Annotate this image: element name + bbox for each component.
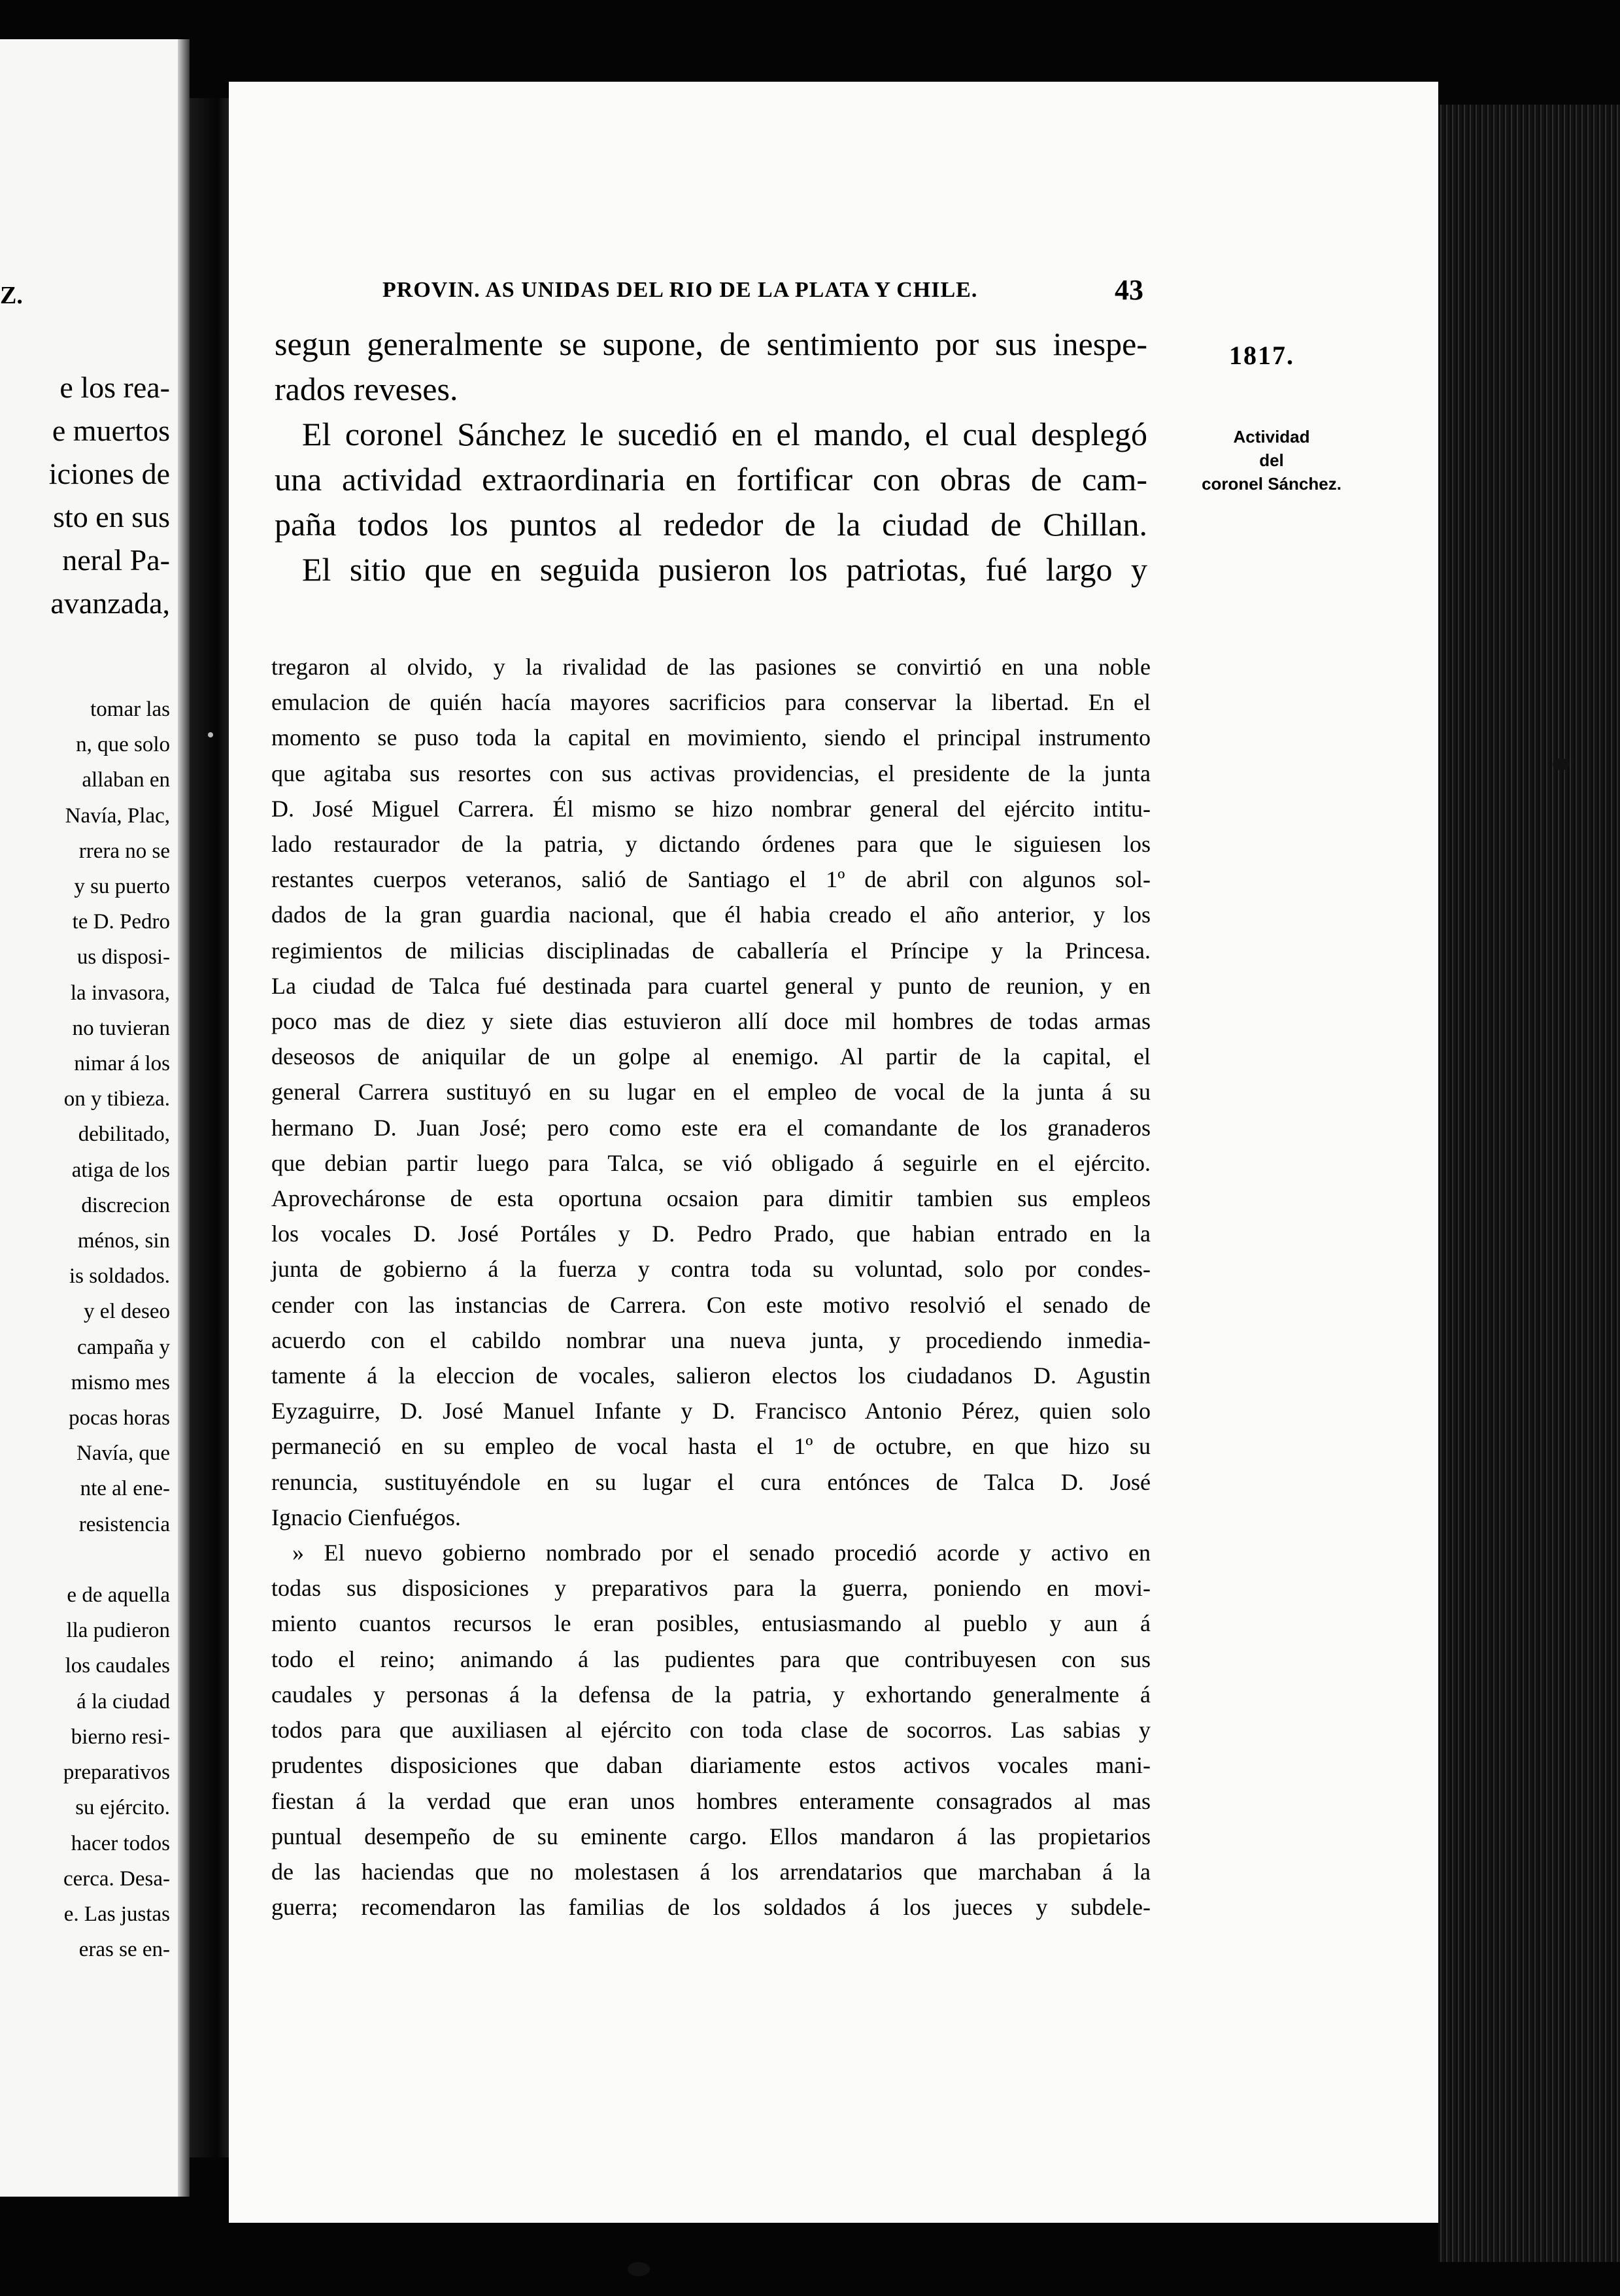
footnote-line: general Carrera sustituyó en su lugar en el empleo de vocal de la junta á su xyxy=(271,1079,1151,1106)
left-note-line: á la ciudad xyxy=(76,1689,170,1714)
footnote-line: lado restaurador de la patria, y dictando órdenes para que le siguiesen los xyxy=(271,831,1151,858)
left-note-line: is soldados. xyxy=(69,1264,170,1289)
footnote-line: permaneció en su empleo de vocal hasta el 1º de octubre, en que hizo su xyxy=(271,1433,1151,1460)
footnote-line: D. José Miguel Carrera. Él mismo se hizo nombrar general del ejército intitu- xyxy=(271,795,1151,822)
left-note-line: y su puerto xyxy=(74,875,170,899)
left-note-line: Navía, que xyxy=(76,1442,170,1466)
left-main-line: e muertos xyxy=(52,414,170,447)
footnote-line: acuerdo con el cabildo nombrar una nueva junta, y procediendo inmedia- xyxy=(271,1326,1151,1353)
scan-speck xyxy=(628,2262,650,2276)
left-note-line: pocas horas xyxy=(69,1406,170,1430)
sidenote-line: coronel Sánchez. xyxy=(1202,474,1342,494)
footnote-line: dados de la gran guardia nacional, que él habia creado el año anterior, y los xyxy=(271,902,1151,928)
sidenote-line: del xyxy=(1259,450,1284,470)
main-text-line: una actividad extraordinaria en fortificar con obras de cam- xyxy=(275,461,1147,498)
footnote-line: que debian partir luego para Talca, se vió obligado á seguirle en el ejército. xyxy=(271,1149,1151,1176)
left-note-line: debilitado, xyxy=(78,1123,170,1147)
left-note-line: tomar las xyxy=(90,698,170,721)
left-main-line: neral Pa- xyxy=(62,543,170,577)
footnote-line: caudales y personas á la defensa de la patria, y exhortando generalmente á xyxy=(271,1681,1151,1708)
page-edges xyxy=(1438,105,1620,2262)
left-note-line: on y tibieza. xyxy=(63,1087,170,1111)
footnote-line: regimientos de milicias disciplinadas de caballería el Príncipe y la Princesa. xyxy=(271,937,1151,964)
footnote-line: todo el reino; animando á las pudientes para que contribuyesen con sus xyxy=(271,1646,1151,1672)
main-text-block xyxy=(275,322,1147,592)
left-note-line: Navía, Plac, xyxy=(65,803,170,828)
footnote-line: fiestan á la verdad que eran unos hombres enteramente consagrados al mas xyxy=(271,1787,1151,1814)
left-note-line: n, que solo xyxy=(76,733,170,757)
left-note-line: e. Las justas xyxy=(63,1902,170,1926)
left-note-line: y el deseo xyxy=(84,1300,170,1324)
left-note-line: allaban en xyxy=(82,768,170,792)
left-page-heading-fragment: Z. xyxy=(0,282,23,309)
margin-year: 1817. xyxy=(1229,341,1294,370)
left-note-line: atiga de los xyxy=(71,1158,170,1182)
main-text-line: rados reveses. xyxy=(275,371,458,407)
left-note-line: los caudales xyxy=(65,1654,170,1678)
footnote-line: poco mas de diez y siete dias estuvieron allí doce mil hombres de todas armas xyxy=(271,1008,1151,1035)
footnote-line: deseosos de aniquilar de un golpe al enemigo. Al partir de la capital, el xyxy=(271,1043,1151,1070)
running-head: PROVIN. AS UNIDAS DEL RIO DE LA PLATA Y CHILE. xyxy=(382,278,978,302)
left-note-line: lla pudieron xyxy=(66,1619,170,1643)
footnote-line: guerra; recomendaron las familias de los soldados á los jueces y subdele- xyxy=(271,1894,1151,1921)
margin-sidenote xyxy=(1173,425,1370,496)
page-number: 43 xyxy=(1115,274,1143,306)
left-note-line xyxy=(63,1542,170,1578)
footnote-line: miento cuantos recursos le eran posibles, entusiasmando al pueblo y aun á xyxy=(271,1610,1151,1637)
left-note-line: discrecion xyxy=(81,1193,170,1217)
footnote-line: cender con las instancias de Carrera. Con este motivo resolvió el senado de xyxy=(271,1291,1151,1318)
footnote-line: que agitaba sus resortes con sus activas providencias, el presidente de la junta xyxy=(271,760,1151,786)
main-text-line: paña todos los puntos al rededor de la ciudad de Chillan. xyxy=(275,506,1147,543)
footnote-line: Ignacio Cienfuégos. xyxy=(271,1504,461,1530)
left-note-line: nte al ene- xyxy=(80,1477,170,1501)
footnote-block xyxy=(271,649,1151,1925)
footnote-line: emulacion de quién hacía mayores sacrificios para conservar la libertad. En el xyxy=(271,689,1151,716)
left-main-line: sto en sus xyxy=(53,500,170,533)
left-note-line: la invasora, xyxy=(70,981,170,1005)
footnote-line: hermano D. Juan José; pero como este era el comandante de los granaderos xyxy=(271,1114,1151,1141)
left-note-line: hacer todos xyxy=(71,1831,170,1855)
left-note-line: nimar á los xyxy=(74,1052,170,1076)
left-page-main-text xyxy=(49,366,170,625)
left-note-line: resistencia xyxy=(78,1512,170,1536)
scan-speck xyxy=(208,732,213,737)
footnote-line: los vocales D. José Portáles y D. Pedro Prado, que habian entrado en la xyxy=(271,1221,1151,1247)
footnote-line: de las haciendas que no molestasen á los arrendatarios que marchaban á la xyxy=(271,1858,1151,1885)
left-note-line: cerca. Desa- xyxy=(63,1866,170,1891)
footnote-line: Eyzaguirre, D. José Manuel Infante y D. Francisco Antonio Pérez, quien solo xyxy=(271,1398,1151,1425)
left-note-line: te D. Pedro xyxy=(72,910,170,934)
sidenote-line: Actividad xyxy=(1233,427,1310,447)
footnote-line: La ciudad de Talca fué destinada para cuartel general y punto de reunion, y en xyxy=(271,972,1151,999)
main-text-line: El coronel Sánchez le sucedió en el mando, el cual desplegó xyxy=(302,416,1147,452)
left-main-line: e los rea- xyxy=(59,371,170,404)
left-facing-page xyxy=(0,39,190,2197)
main-text-line: El sitio que en seguida pusieron los patriotas, fué largo y xyxy=(302,551,1147,588)
footnote-line: tregaron al olvido, y la rivalidad de las pasiones se convirtió en una noble xyxy=(271,654,1151,680)
main-text-line: segun generalmente se supone, de sentimiento por sus inespe- xyxy=(275,326,1147,362)
left-note-line: us disposi- xyxy=(76,945,170,970)
scan-speck xyxy=(1553,758,1570,770)
left-note-line: su ejército. xyxy=(75,1796,170,1820)
footnote-line: momento se puso toda la capital en movimiento, siendo el principal instrumento xyxy=(271,724,1151,751)
left-note-line: mismo mes xyxy=(71,1370,170,1394)
left-note-line: no tuvieran xyxy=(72,1016,170,1040)
footnote-line: prudentes disposiciones que daban diariamente estos activos vocales mani- xyxy=(271,1752,1151,1779)
left-main-line: iciones de xyxy=(48,457,170,490)
footnote-line: todos para que auxiliasen al ejército con toda clase de socorros. Las sabias y xyxy=(271,1717,1151,1744)
left-note-line: bierno resi- xyxy=(71,1725,170,1749)
footnote-line: restantes cuerpos veteranos, salió de Santiago el 1º de abril con algunos sol- xyxy=(271,866,1151,893)
left-note-line: preparativos xyxy=(63,1761,170,1785)
footnote-line: » El nuevo gobierno nombrado por el senado procedió acorde y activo en xyxy=(292,1540,1151,1566)
footnote-line: puntual desempeño de su eminente cargo. Ellos mandaron á las propietarios xyxy=(271,1823,1151,1849)
left-page-gutter-shadow xyxy=(178,39,190,2197)
left-page-footnote-text xyxy=(63,692,170,1967)
left-main-line: avanzada, xyxy=(50,586,170,620)
footnote-line: Aprovecháronse de esta oportuna ocsaion para dimitir tambien sus empleos xyxy=(271,1185,1151,1212)
left-note-line: eras se en- xyxy=(78,1938,170,1962)
footnote-line: todas sus disposiciones y preparativos para la guerra, poniendo en movi- xyxy=(271,1575,1151,1602)
left-note-line: ménos, sin xyxy=(77,1229,170,1253)
footnote-line: renuncia, sustituyéndole en su lugar el cura entónces de Talca D. José xyxy=(271,1468,1151,1495)
footnote-line: junta de gobierno á la fuerza y contra toda su voluntad, solo por condes- xyxy=(271,1256,1151,1283)
left-note-line: rrera no se xyxy=(78,839,170,863)
left-note-line: e de aquella xyxy=(67,1583,170,1608)
footnote-line: tamente á la eleccion de vocales, salieron electos los ciudadanos D. Agustin xyxy=(271,1362,1151,1389)
left-note-line: campaña y xyxy=(76,1335,170,1359)
